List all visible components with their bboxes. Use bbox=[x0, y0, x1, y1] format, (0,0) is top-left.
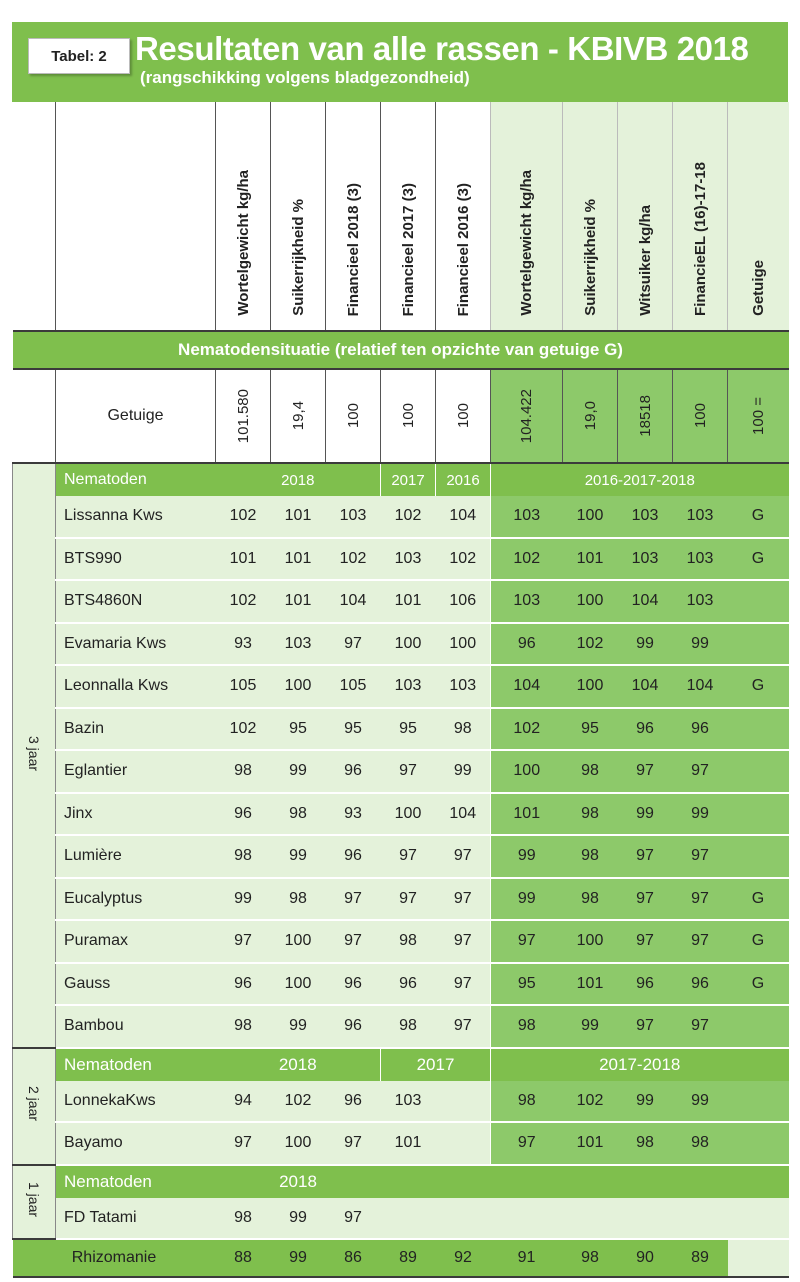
table-row bbox=[13, 793, 789, 836]
table-cell: G bbox=[728, 538, 789, 581]
table-cell bbox=[728, 750, 789, 793]
getuige-value: 100 = bbox=[728, 369, 789, 463]
table-cell: G bbox=[728, 920, 789, 963]
table-cell: 99 bbox=[271, 1005, 326, 1048]
rhizomanie-value: 98 bbox=[563, 1239, 618, 1277]
table-row bbox=[13, 835, 789, 878]
getuige-label: Getuige bbox=[56, 369, 216, 463]
table-cell bbox=[728, 580, 789, 623]
getuige-value: 100 bbox=[436, 369, 491, 463]
table-row bbox=[13, 580, 789, 623]
table-cell: 96 bbox=[618, 963, 673, 1006]
table-cell: 102 bbox=[436, 538, 491, 581]
table-cell: 103 bbox=[436, 665, 491, 708]
table-cell: 98 bbox=[436, 708, 491, 751]
table-cell: 102 bbox=[563, 1081, 618, 1123]
table-cell: 102 bbox=[491, 538, 563, 581]
rhizomanie-label: Rhizomanie bbox=[13, 1239, 216, 1277]
table-cell: 99 bbox=[673, 623, 728, 666]
table-cell: 96 bbox=[673, 963, 728, 1006]
table-cell: 95 bbox=[491, 963, 563, 1006]
variety-name: LonnekaKws bbox=[56, 1081, 216, 1123]
group-label-text: 1 jaar bbox=[26, 1181, 42, 1217]
variety-name: Bazin bbox=[56, 708, 216, 751]
table-cell: 100 bbox=[271, 920, 326, 963]
table-cell: 100 bbox=[563, 665, 618, 708]
table-cell: 97 bbox=[673, 750, 728, 793]
table-cell: 103 bbox=[673, 580, 728, 623]
table-cell: G bbox=[728, 963, 789, 1006]
table-cell: 98 bbox=[563, 835, 618, 878]
getuige-value: 18518 bbox=[618, 369, 673, 463]
table-cell: 98 bbox=[216, 750, 271, 793]
header-blank-left bbox=[13, 102, 56, 331]
period-filler bbox=[381, 1165, 789, 1198]
table-cell: G bbox=[728, 878, 789, 921]
table-cell: 98 bbox=[563, 750, 618, 793]
table-cell: 98 bbox=[216, 835, 271, 878]
variety-name: Jinx bbox=[56, 793, 216, 836]
variety-name: BTS4860N bbox=[56, 580, 216, 623]
table-cell: 99 bbox=[491, 835, 563, 878]
table-cell: 96 bbox=[216, 793, 271, 836]
rhizomanie-value: 89 bbox=[381, 1239, 436, 1277]
table-cell: 98 bbox=[563, 793, 618, 836]
period-label: 2018 bbox=[216, 463, 381, 496]
table-cell: 98 bbox=[216, 1198, 271, 1240]
table-cell: 96 bbox=[326, 1005, 381, 1048]
table-cell: 103 bbox=[491, 496, 563, 538]
rhizomanie-value: 91 bbox=[491, 1239, 563, 1277]
section-title: Nematodensituatie (relatief ten opzichte van getuige G) bbox=[13, 331, 789, 369]
table-cell: 99 bbox=[673, 1081, 728, 1123]
table-cell: 97 bbox=[436, 835, 491, 878]
table-cell: 99 bbox=[436, 750, 491, 793]
group-label-text: 2 jaar bbox=[26, 1085, 42, 1122]
column-header: Witsuiker kg/ha bbox=[618, 102, 673, 331]
table-cell: 98 bbox=[271, 793, 326, 836]
column-header: Getuige bbox=[728, 102, 789, 331]
table-cell bbox=[436, 1122, 491, 1165]
variety-name: Bambou bbox=[56, 1005, 216, 1048]
variety-name: Gauss bbox=[56, 963, 216, 1006]
table-cell bbox=[728, 623, 789, 666]
table-cell: 101 bbox=[271, 580, 326, 623]
table-cell: 101 bbox=[491, 793, 563, 836]
table-cell: 98 bbox=[618, 1122, 673, 1165]
table-cell: 103 bbox=[618, 538, 673, 581]
getuige-row bbox=[13, 369, 789, 463]
table-cell: G bbox=[728, 496, 789, 538]
group-label bbox=[13, 1048, 56, 1165]
period-label: 2017 bbox=[381, 1048, 491, 1081]
table-cell: 102 bbox=[271, 1081, 326, 1123]
table-cell: 97 bbox=[326, 623, 381, 666]
table-row bbox=[13, 538, 789, 581]
getuige-value: 19,4 bbox=[271, 369, 326, 463]
table-cell bbox=[436, 1081, 491, 1123]
variety-name: Puramax bbox=[56, 920, 216, 963]
table-cell: 93 bbox=[326, 793, 381, 836]
table-cell: 100 bbox=[271, 1122, 326, 1165]
table-cell bbox=[728, 793, 789, 836]
table-cell: 97 bbox=[326, 1198, 381, 1240]
period-label: 2016-2017-2018 bbox=[491, 463, 789, 496]
column-header-row bbox=[13, 102, 789, 331]
getuige-value: 19,0 bbox=[563, 369, 618, 463]
table-cell: 99 bbox=[673, 793, 728, 836]
table-cell: 95 bbox=[381, 708, 436, 751]
table-cell: 100 bbox=[381, 793, 436, 836]
table-cell: 101 bbox=[381, 580, 436, 623]
table-cell: 97 bbox=[618, 920, 673, 963]
period-label: 2016 bbox=[436, 463, 491, 496]
table-cell: 98 bbox=[216, 1005, 271, 1048]
table-row bbox=[13, 963, 789, 1006]
variety-name: Eucalyptus bbox=[56, 878, 216, 921]
rhizomanie-row bbox=[13, 1239, 789, 1277]
table-cell: 99 bbox=[271, 835, 326, 878]
table-cell: 105 bbox=[216, 665, 271, 708]
table-cell: 97 bbox=[673, 1005, 728, 1048]
table-cell: 98 bbox=[491, 1005, 563, 1048]
nematoden-header-row bbox=[13, 463, 789, 496]
getuige-value: 100 bbox=[673, 369, 728, 463]
table-cell: 104 bbox=[436, 793, 491, 836]
table-cell: 95 bbox=[563, 708, 618, 751]
table-cell: 96 bbox=[326, 963, 381, 1006]
table-cell bbox=[436, 1198, 491, 1240]
table-cell: 97 bbox=[326, 878, 381, 921]
table-row bbox=[13, 623, 789, 666]
table-cell: 97 bbox=[381, 835, 436, 878]
table-cell: 102 bbox=[381, 496, 436, 538]
variety-name: Eglantier bbox=[56, 750, 216, 793]
table-cell: 97 bbox=[618, 878, 673, 921]
table-cell: 101 bbox=[563, 538, 618, 581]
variety-name: FD Tatami bbox=[56, 1198, 216, 1240]
variety-name: Lissanna Kws bbox=[56, 496, 216, 538]
table-cell: 99 bbox=[618, 1081, 673, 1123]
table-cell: 98 bbox=[673, 1122, 728, 1165]
table-cell: 97 bbox=[673, 835, 728, 878]
table-cell: 103 bbox=[381, 538, 436, 581]
column-header: Financieel 2018 (3) bbox=[326, 102, 381, 331]
table-cell: 99 bbox=[491, 878, 563, 921]
table-number-badge: Tabel: 2 bbox=[28, 38, 130, 74]
table-row bbox=[13, 1122, 789, 1165]
table-cell: 100 bbox=[491, 750, 563, 793]
table-cell: G bbox=[728, 665, 789, 708]
table-cell: 103 bbox=[381, 665, 436, 708]
getuige-value: 101.580 bbox=[216, 369, 271, 463]
table-cell: 97 bbox=[436, 1005, 491, 1048]
variety-name: Bayamo bbox=[56, 1122, 216, 1165]
table-cell: 97 bbox=[381, 878, 436, 921]
table-row bbox=[13, 1005, 789, 1048]
table-row bbox=[13, 920, 789, 963]
table-row bbox=[13, 665, 789, 708]
table-cell bbox=[618, 1198, 673, 1240]
table-row bbox=[13, 750, 789, 793]
table-cell bbox=[728, 835, 789, 878]
table-cell: 97 bbox=[618, 835, 673, 878]
table-cell: 102 bbox=[491, 708, 563, 751]
table-cell: 103 bbox=[673, 496, 728, 538]
table-cell bbox=[381, 1198, 436, 1240]
nematoden-label: Nematoden bbox=[56, 463, 216, 496]
group-label bbox=[13, 463, 56, 1048]
getuige-value: 100 bbox=[381, 369, 436, 463]
table-cell: 101 bbox=[216, 538, 271, 581]
table-cell: 97 bbox=[491, 920, 563, 963]
column-header: Financieel 2017 (3) bbox=[381, 102, 436, 331]
rhizomanie-value: 89 bbox=[673, 1239, 728, 1277]
table-cell: 100 bbox=[271, 963, 326, 1006]
variety-name: Lumière bbox=[56, 835, 216, 878]
section-title-row bbox=[13, 331, 789, 369]
table-cell: 98 bbox=[491, 1081, 563, 1123]
table-cell: 105 bbox=[326, 665, 381, 708]
table-cell: 104 bbox=[618, 580, 673, 623]
group-label bbox=[13, 1165, 56, 1240]
header-blank-name bbox=[56, 102, 216, 331]
variety-name: Evamaria Kws bbox=[56, 623, 216, 666]
nematoden-header-row bbox=[13, 1048, 789, 1081]
table-cell bbox=[491, 1198, 563, 1240]
table-cell: 100 bbox=[563, 496, 618, 538]
table-cell: 101 bbox=[563, 1122, 618, 1165]
period-label: 2017 bbox=[381, 463, 436, 496]
table-cell: 96 bbox=[491, 623, 563, 666]
table-cell: 96 bbox=[673, 708, 728, 751]
table-cell: 97 bbox=[216, 1122, 271, 1165]
table-cell: 95 bbox=[326, 708, 381, 751]
getuige-blank bbox=[13, 369, 56, 463]
column-header: Financieel 2016 (3) bbox=[436, 102, 491, 331]
table-cell: 100 bbox=[563, 920, 618, 963]
nematoden-label: Nematoden bbox=[56, 1048, 216, 1081]
table-cell: 99 bbox=[271, 750, 326, 793]
group-3-jaar bbox=[13, 463, 789, 1048]
period-label: 2017-2018 bbox=[491, 1048, 789, 1081]
variety-name: Leonnalla Kws bbox=[56, 665, 216, 708]
table-cell: 97 bbox=[491, 1122, 563, 1165]
table-cell: 97 bbox=[381, 750, 436, 793]
table-cell bbox=[728, 1198, 789, 1240]
table-row bbox=[13, 708, 789, 751]
table-cell: 96 bbox=[326, 750, 381, 793]
table-cell: 93 bbox=[216, 623, 271, 666]
column-header: Wortelgewicht kg/ha bbox=[491, 102, 563, 331]
table-cell: 104 bbox=[491, 665, 563, 708]
table-cell bbox=[728, 708, 789, 751]
group-1-jaar bbox=[13, 1165, 789, 1240]
table-cell: 100 bbox=[563, 580, 618, 623]
nematoden-header-row bbox=[13, 1165, 789, 1198]
table-row bbox=[13, 878, 789, 921]
table-cell: 98 bbox=[381, 920, 436, 963]
table-cell: 104 bbox=[618, 665, 673, 708]
table-row bbox=[13, 496, 789, 538]
table-cell: 96 bbox=[216, 963, 271, 1006]
table-cell: 100 bbox=[381, 623, 436, 666]
results-table bbox=[12, 102, 789, 1278]
page-title: Resultaten van alle rassen - KBIVB 2018 bbox=[135, 30, 749, 67]
table-cell: 104 bbox=[326, 580, 381, 623]
table-cell: 104 bbox=[673, 665, 728, 708]
table-cell: 106 bbox=[436, 580, 491, 623]
table-cell: 99 bbox=[563, 1005, 618, 1048]
table-cell: 97 bbox=[436, 920, 491, 963]
table-cell: 102 bbox=[216, 496, 271, 538]
table-cell: 97 bbox=[673, 878, 728, 921]
table-cell: 99 bbox=[216, 878, 271, 921]
table-cell: 100 bbox=[271, 665, 326, 708]
period-label: 2018 bbox=[216, 1048, 381, 1081]
getuige-value: 104.422 bbox=[491, 369, 563, 463]
table-cell: 99 bbox=[271, 1198, 326, 1240]
table-cell: 98 bbox=[381, 1005, 436, 1048]
table-cell: 95 bbox=[271, 708, 326, 751]
rhizomanie-value: 92 bbox=[436, 1239, 491, 1277]
period-label: 2018 bbox=[216, 1165, 381, 1198]
table-cell: 99 bbox=[618, 623, 673, 666]
table-row bbox=[13, 1081, 789, 1123]
table-cell: 96 bbox=[326, 835, 381, 878]
table-cell: 100 bbox=[436, 623, 491, 666]
table-cell: 103 bbox=[673, 538, 728, 581]
table-cell: 104 bbox=[436, 496, 491, 538]
table-cell: 97 bbox=[326, 1122, 381, 1165]
variety-name: BTS990 bbox=[56, 538, 216, 581]
table-cell: 103 bbox=[326, 496, 381, 538]
column-header: Wortelgewicht kg/ha bbox=[216, 102, 271, 331]
table-cell: 101 bbox=[271, 538, 326, 581]
table-cell: 97 bbox=[216, 920, 271, 963]
table-cell: 103 bbox=[491, 580, 563, 623]
column-header: FinancieEL (16)-17-18 bbox=[673, 102, 728, 331]
table-cell: 97 bbox=[436, 963, 491, 1006]
table-cell: 97 bbox=[618, 1005, 673, 1048]
rhizomanie-value: 90 bbox=[618, 1239, 673, 1277]
table-cell bbox=[728, 1122, 789, 1165]
table-cell: 94 bbox=[216, 1081, 271, 1123]
table-cell: 96 bbox=[618, 708, 673, 751]
table-cell: 96 bbox=[326, 1081, 381, 1123]
table-cell bbox=[728, 1005, 789, 1048]
group-label-text: 3 jaar bbox=[26, 735, 42, 771]
rhizomanie-value: 99 bbox=[271, 1239, 326, 1277]
table-cell: 101 bbox=[381, 1122, 436, 1165]
table-cell bbox=[563, 1198, 618, 1240]
table-cell: 102 bbox=[563, 623, 618, 666]
table-cell: 97 bbox=[673, 920, 728, 963]
table-cell: 96 bbox=[381, 963, 436, 1006]
group-2-jaar bbox=[13, 1048, 789, 1165]
table-cell: 103 bbox=[618, 496, 673, 538]
rhizomanie-getuige bbox=[728, 1239, 789, 1277]
table-cell: 102 bbox=[326, 538, 381, 581]
table-cell: 103 bbox=[271, 623, 326, 666]
column-header: Suikerrijkheid % bbox=[271, 102, 326, 331]
table-cell: 101 bbox=[271, 496, 326, 538]
table-row bbox=[13, 1198, 789, 1240]
table-cell: 99 bbox=[618, 793, 673, 836]
table-cell: 97 bbox=[326, 920, 381, 963]
page-subtitle: (rangschikking volgens bladgezondheid) bbox=[140, 68, 470, 87]
table-cell: 102 bbox=[216, 580, 271, 623]
getuige-value: 100 bbox=[326, 369, 381, 463]
rhizomanie-value: 88 bbox=[216, 1239, 271, 1277]
table-cell: 97 bbox=[436, 878, 491, 921]
table-cell: 98 bbox=[563, 878, 618, 921]
column-header: Suikerrijkheid % bbox=[563, 102, 618, 331]
table-cell: 101 bbox=[563, 963, 618, 1006]
table-cell bbox=[728, 1081, 789, 1123]
rhizomanie-value: 86 bbox=[326, 1239, 381, 1277]
table-cell bbox=[673, 1198, 728, 1240]
table-cell: 98 bbox=[271, 878, 326, 921]
table-cell: 102 bbox=[216, 708, 271, 751]
table-cell: 97 bbox=[618, 750, 673, 793]
nematoden-label: Nematoden bbox=[56, 1165, 216, 1198]
table-cell: 103 bbox=[381, 1081, 436, 1123]
